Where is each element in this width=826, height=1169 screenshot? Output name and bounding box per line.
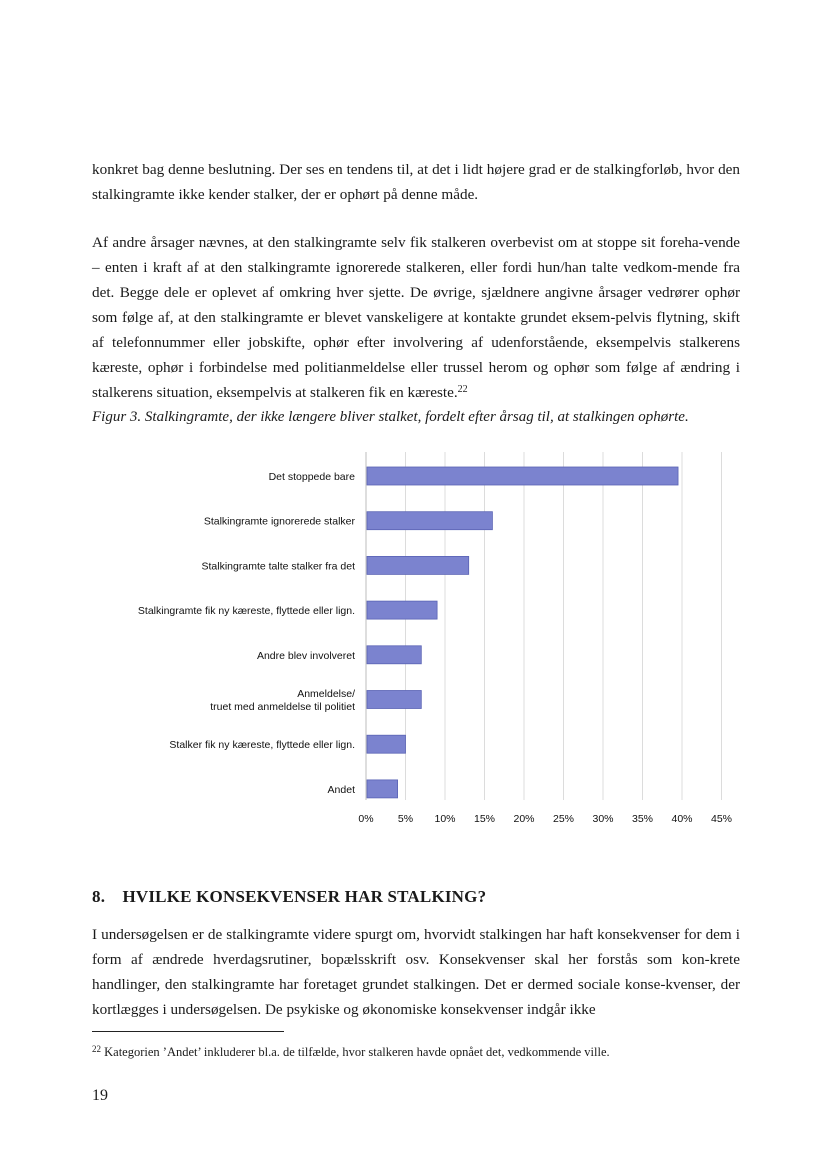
bar: [367, 780, 398, 798]
section-title: HVILKE KONSEKVENSER HAR STALKING?: [122, 887, 487, 906]
category-label: Anmeldelse/: [297, 688, 355, 700]
category-label: Stalkingramte talte stalker fra det: [201, 560, 355, 573]
footnote: [92, 1045, 610, 1060]
page-number: 19: [92, 1087, 108, 1104]
figure-caption: Figur 3. Stalkingramte, der ikke længere bliver stalket, fordelt efter årsag til, at stalkingen ophørte.: [92, 409, 689, 425]
footnote-reference[interactable]: 22: [457, 384, 468, 395]
bar: [367, 512, 492, 530]
footnote-separator: [92, 1031, 284, 1032]
category-label: Andre blev involveret: [256, 649, 355, 662]
x-tick-label: 15%: [473, 813, 496, 825]
bar: [367, 646, 421, 664]
paragraph-other-reasons-text: Af andre årsager nævnes, at den stalkingramte selv fik stalkeren overbevist om at stoppe sit foreha-vende – enten i kraft af at den stalkingramte ignorerede stalkeren, eller fordi hun/han talte vedkom-mende fra det. Begge dele er oplevet af omkring hver sjette. De øvrige, sjældnere angivne årsager vedrører ophør som følge af, at den stalkingramte er blevet vanskeligere at kontakte grundet eksem-pelvis flytning, skift af telefonnummer eller jobskifte, ophør efter involvering af udenforstående, eksempelvis stalkerens kæreste, ophør i forbindelse med politianmeldelse eller trussel herom og ophør som følge af ændring i stalkerens situation, eksempelvis at stalkeren fik en kæreste.: [92, 234, 740, 401]
category-label: Stalker fik ny kæreste, flyttede eller lign.: [169, 739, 355, 752]
x-tick-label: 20%: [513, 813, 535, 825]
category-label: Stalkingramte fik ny kæreste, flyttede eller lign.: [137, 605, 355, 618]
category-label: Andet: [327, 783, 355, 796]
bar: [367, 601, 437, 619]
x-tick-label: 35%: [631, 813, 654, 825]
bar: [367, 735, 406, 753]
section-heading: [92, 887, 486, 907]
x-tick-label: 5%: [397, 813, 414, 825]
chart-category-labels: [138, 471, 356, 796]
bar: [367, 556, 469, 574]
category-label: Stalkingramte ignorerede stalker: [203, 515, 355, 528]
x-tick-label: 40%: [671, 813, 693, 825]
paragraph-intro: konkret bag denne beslutning. Der ses en tendens til, at det i lidt højere grad er de stalkingforløb, hvor den stalkingramte ikke kender stalker, der er ophørt på denne måde.: [92, 161, 740, 203]
x-tick-label: 45%: [710, 813, 733, 825]
category-label: truet med anmeldelse til politiet: [210, 701, 355, 713]
bar: [367, 691, 421, 709]
x-tick-label: 10%: [434, 813, 456, 825]
bar: [367, 467, 678, 485]
chart-gridlines: [366, 452, 722, 800]
x-tick-label: 0%: [358, 813, 374, 825]
x-tick-label: 30%: [592, 813, 614, 825]
x-tick-label: 25%: [552, 813, 575, 825]
category-label: Det stoppede bare: [268, 471, 355, 483]
section-number: 8.: [92, 887, 106, 906]
chart-x-tick-labels: [358, 813, 732, 825]
paragraph-consequences: I undersøgelsen er de stalkingramte videre spurgt om, hvorvidt stalkingen har haft konsekvenser for dem i form af ændrede hverdagsrutiner, bopælsskrift osv. Konsekvenser skal her forstås som kon-krete handlinger, den stalkingramte har foretaget grundet stalkingen. Det er dermed sociale konse-kvenser, der kortlægges i undersøgelsen. De psykiske og økonomiske konsekvenser indgår ikke: [92, 926, 740, 1018]
footnote-marker: 22: [92, 1044, 101, 1054]
footnote-text: Kategorien ’Andet’ inkluderer bl.a. de tilfælde, hvor stalkeren havde opnået det, vedkommende ville.: [104, 1045, 610, 1059]
chart-bars: [367, 467, 678, 798]
